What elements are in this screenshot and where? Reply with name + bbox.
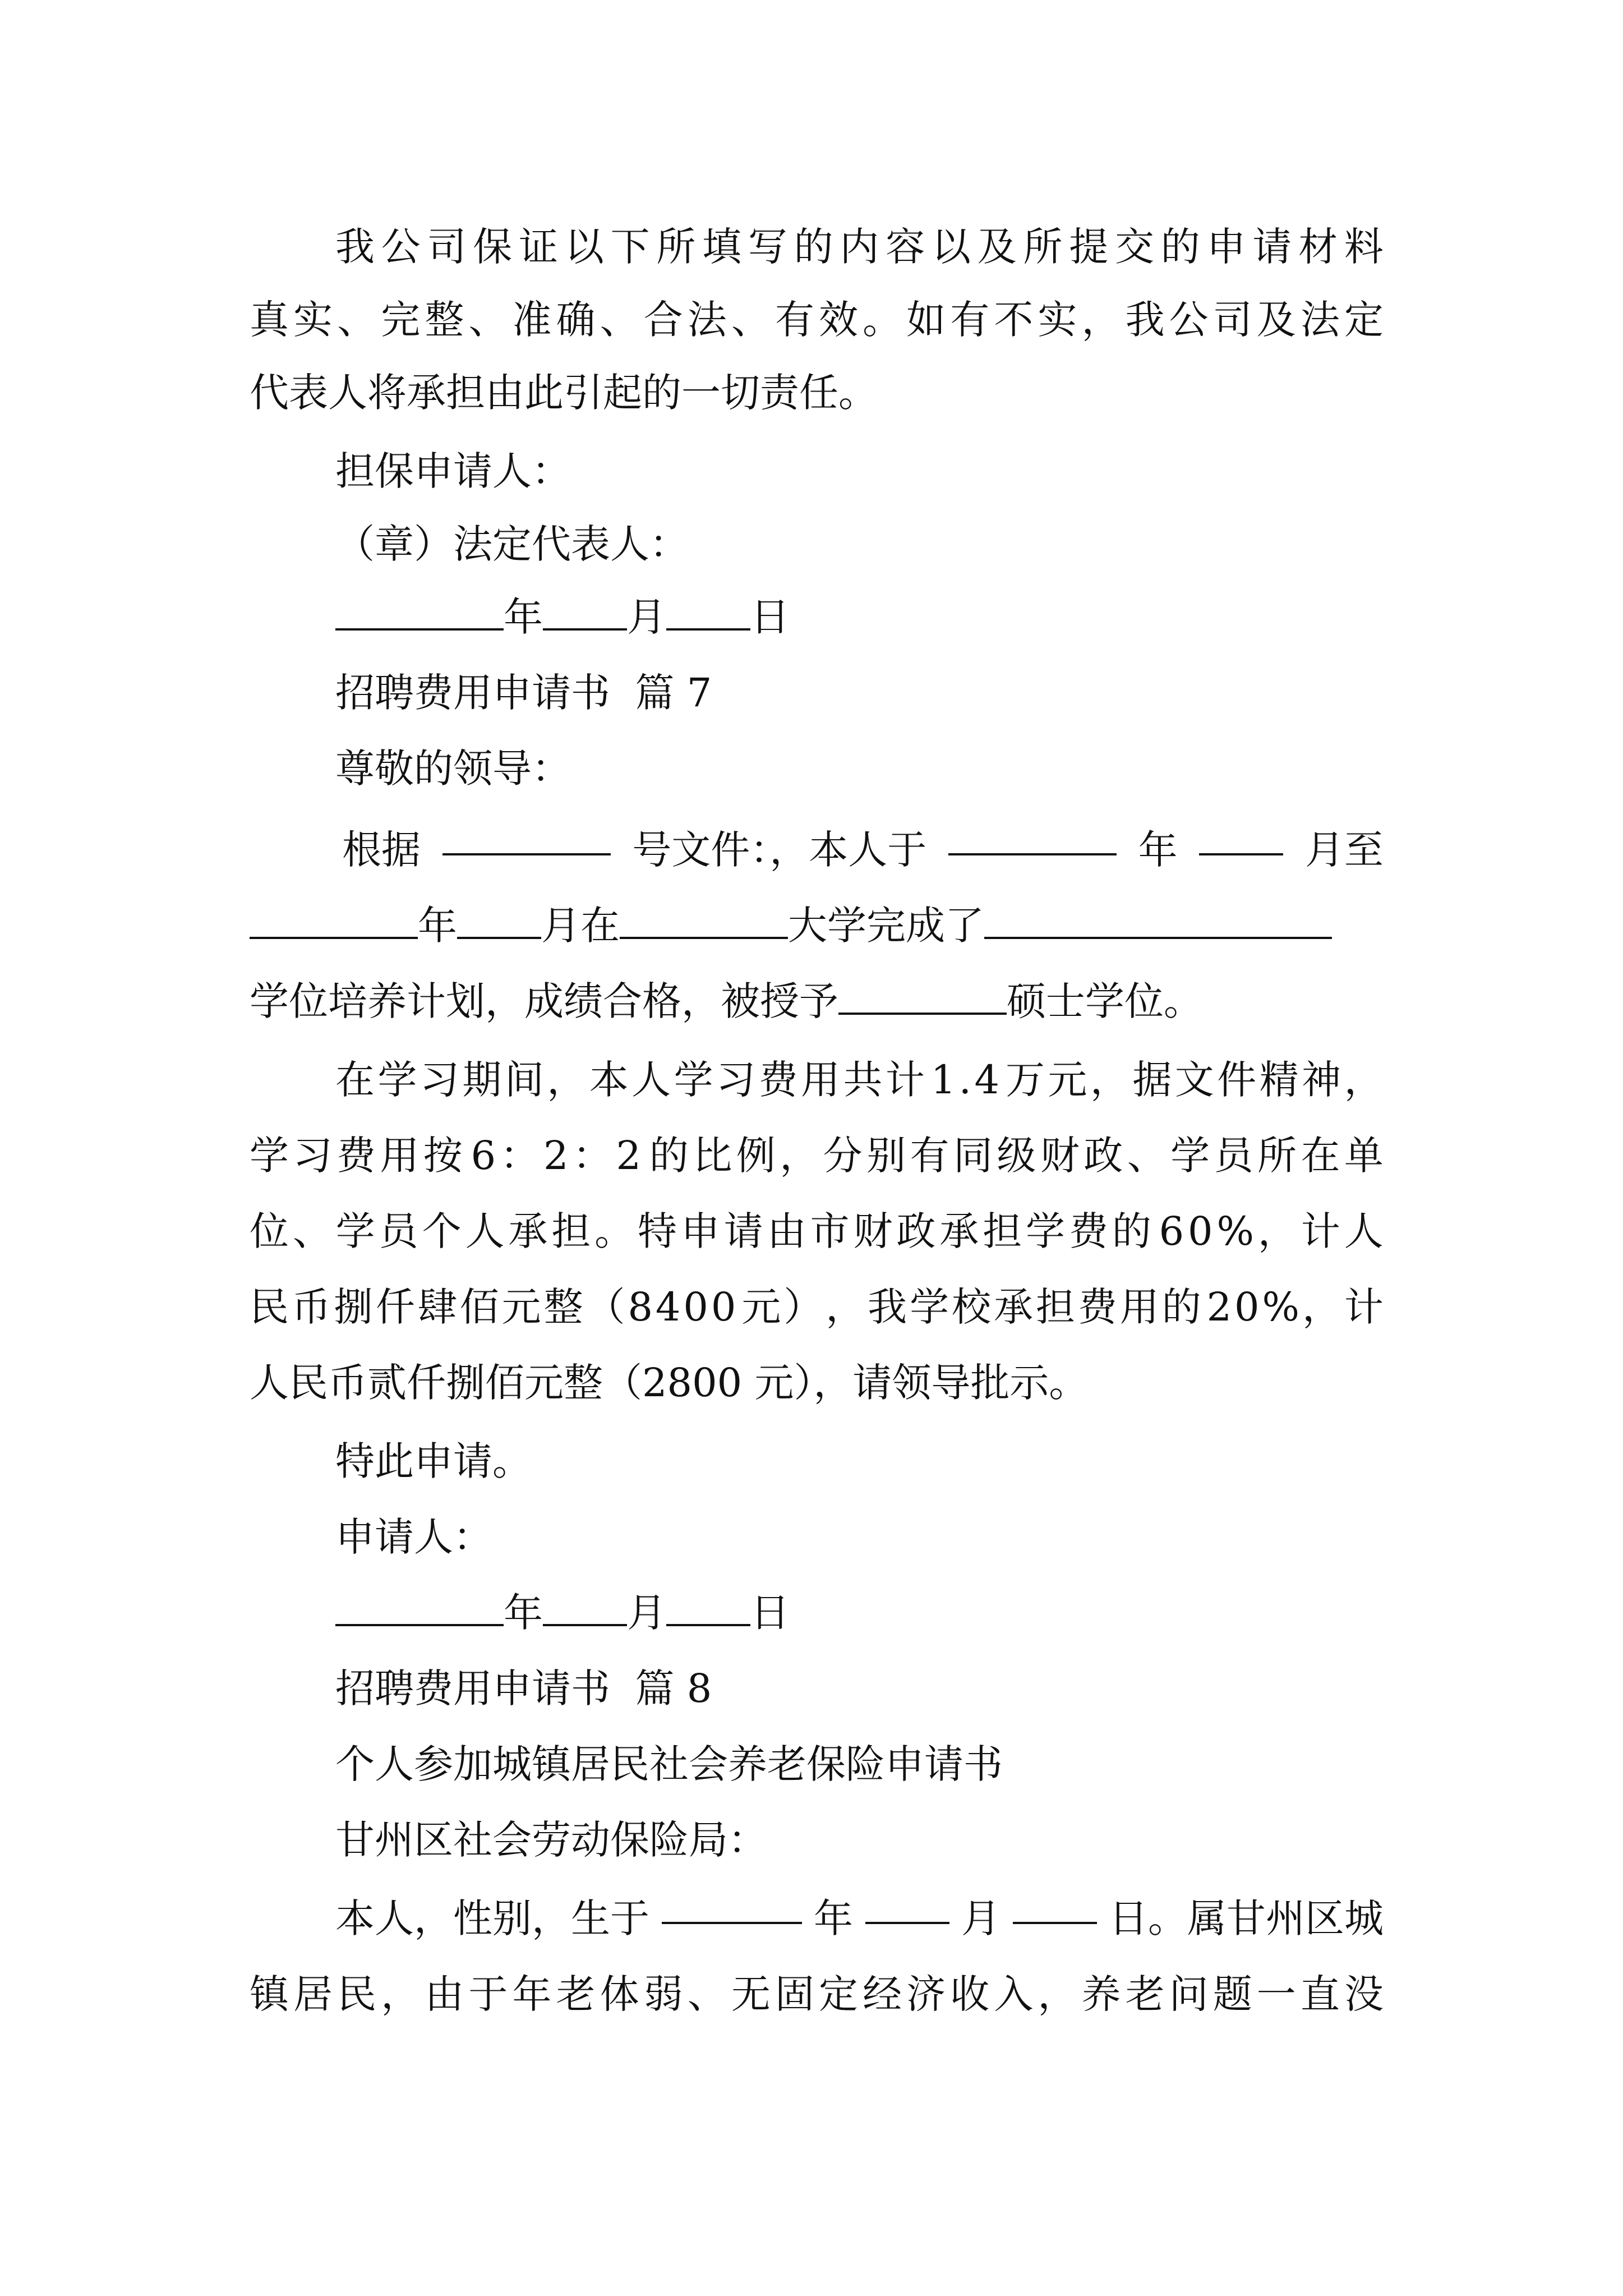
glyph: 由 [425,1971,464,2017]
glyph: ： [500,1133,540,1179]
glyph: 承 [993,1284,1033,1330]
glyph: 填 [702,224,742,270]
blank-field [335,1587,504,1626]
glyph: 在 [335,1057,375,1103]
glyph: 公 [1169,297,1209,343]
glyph: 承 [508,1208,548,1254]
paragraph-line [335,1046,1384,1114]
glyph: 合 [643,297,683,343]
glyph: 担 [551,1208,591,1254]
text: 日。属甘州区城 [1109,1895,1384,1941]
paragraph-line [335,1885,1384,1952]
glyph: 有 [950,297,990,343]
text: 年 [1138,827,1178,873]
glyph: 财 [1040,1133,1080,1179]
section-title: 招聘费用申请书 篇 8 [335,1665,712,1711]
text: 大学完成了 [788,903,984,949]
glyph: 实 [293,297,333,343]
glyph: 料 [1344,224,1384,270]
glyph: 请 [1252,224,1292,270]
glyph: 人 [1344,1208,1384,1254]
glyph: （ [585,1284,625,1330]
glyph: 市 [810,1208,850,1254]
glyph: 材 [1298,224,1338,270]
glyph: 所 [1257,1133,1297,1179]
recipient: 甘州区社会劳动保险局： [335,1817,767,1863]
seal-legal-rep-label: （章）法定代表人： [335,521,689,567]
glyph: 精 [1259,1057,1299,1103]
paragraph-line [250,1122,1384,1189]
glyph: 请 [723,1208,763,1254]
blank-field [543,1587,627,1626]
glyph: 写 [748,224,787,270]
glyph: 捌 [333,1284,373,1330]
glyph: 同 [953,1133,993,1179]
glyph: 财 [853,1208,893,1254]
glyph: 2 [543,1133,569,1179]
glyph: 学 [1026,1208,1066,1254]
glyph: 、 [600,297,639,343]
glyph: 保 [473,224,513,270]
glyph: 元 [501,1284,541,1330]
text: 月在 [541,903,620,949]
glyph: 民 [250,1284,289,1330]
glyph: 完 [381,297,421,343]
glyph: 所 [1023,224,1063,270]
glyph: ， [1090,1057,1129,1103]
glyph: 以 [564,224,604,270]
text: 年 [418,903,457,949]
glyph: 。 [863,297,902,343]
glyph: 整 [425,297,464,343]
glyph: 的 [649,1133,689,1179]
blank-field [442,816,611,855]
glyph: 申 [1206,224,1246,270]
glyph: 确 [556,297,596,343]
blank-field [666,1587,750,1626]
glyph: 济 [906,1971,946,2017]
closing-text: 特此申请。 [335,1438,532,1484]
glyph: ： [573,1133,612,1179]
glyph: 效 [819,297,859,343]
glyph: ， [547,1057,587,1103]
glyph: 的 [1161,1284,1201,1330]
glyph: 0 [1188,1208,1213,1254]
glyph: 以 [931,224,971,270]
glyph: 0 [683,1284,708,1330]
glyph: 收 [950,1971,990,2017]
glyph: 没 [1344,1971,1384,2017]
paragraph-line [250,968,1203,1035]
glyph: 肆 [417,1284,457,1330]
glyph: 、 [337,297,377,343]
glyph: 入 [994,1971,1034,2017]
glyph: 按 [423,1133,463,1179]
glyph: 计 [885,1057,925,1103]
guarantee-applicant-label: 担保申请人： [335,448,571,494]
glyph: 1 [930,1057,956,1103]
glyph: 有 [910,1133,949,1179]
glyph: 。 [594,1208,634,1254]
blank-field [1013,1885,1097,1924]
blank-field [838,976,1007,1015]
glyph: 担 [983,1208,1022,1254]
glyph: 6 [471,1133,496,1179]
glyph: 政 [896,1208,936,1254]
glyph: 法 [687,297,727,343]
glyph: 内 [840,224,879,270]
blank-field [543,591,627,631]
glyph: 养 [1081,1971,1121,2017]
blank-field [948,816,1117,855]
blank-field [457,900,541,939]
glyph: 分 [823,1133,863,1179]
glyph: 在 [1301,1133,1340,1179]
glyph: 文 [1174,1057,1214,1103]
glyph: % [1262,1284,1300,1330]
glyph: 不 [994,297,1034,343]
paragraph-line [250,1961,1384,2028]
blank-field [250,900,418,939]
glyph: 费 [1068,1208,1108,1254]
glyph: 费 [336,1133,376,1179]
date-line [335,583,790,651]
salutation: 尊敬的领导： [335,746,571,792]
year-label: 年 [504,594,543,640]
glyph: . [958,1057,972,1103]
glyph: 2 [1206,1284,1232,1330]
glyph: 佰 [459,1284,499,1330]
glyph: 提 [1069,224,1109,270]
glyph: 老 [556,1971,596,2017]
glyph: 人 [465,1208,505,1254]
glyph: 司 [1212,297,1252,343]
glyph: 用 [1119,1284,1159,1330]
blank-field [335,591,504,631]
glyph: 定 [1344,297,1384,343]
paragraph-line: 人民币贰仟捌佰元整（2800 元），请领导批示。 [250,1360,1089,1406]
glyph: 计 [1301,1208,1340,1254]
glyph: 8 [628,1284,653,1330]
glyph: 直 [1300,1971,1340,2017]
glyph: 期 [462,1057,502,1103]
year-label: 年 [504,1590,543,1636]
glyph: 及 [1256,297,1296,343]
paragraph-line [250,892,1332,959]
glyph: 于 [468,1971,508,2017]
glyph: ， [826,1284,865,1330]
glyph: 的 [1112,1208,1151,1254]
glyph: 居 [293,1971,333,2017]
glyph: 如 [906,297,946,343]
glyph: 司 [427,224,467,270]
glyph: 我 [1125,297,1165,343]
glyph: 例 [736,1133,776,1179]
paragraph-line [250,1198,1384,1265]
glyph: 仟 [375,1284,415,1330]
glyph: ， [1257,1208,1297,1254]
glyph: 用 [800,1057,840,1103]
glyph: 学 [1170,1133,1210,1179]
glyph: 民 [337,1971,377,2017]
glyph: 人 [631,1057,671,1103]
day-label: 日 [750,1590,790,1636]
blank-field [1199,816,1283,855]
glyph: 政 [1083,1133,1123,1179]
glyph: 6 [1159,1208,1184,1254]
glyph: 学 [910,1284,949,1330]
glyph: 公 [381,224,421,270]
text: 本人，性别，生于 [335,1895,649,1941]
glyph: 承 [939,1208,979,1254]
glyph: 万 [1005,1057,1045,1103]
glyph: 计 [1344,1284,1384,1330]
glyph: 、 [468,297,508,343]
glyph: 学 [377,1057,417,1103]
text: 月 [961,1895,1000,1941]
paragraph-line [250,1273,1384,1341]
glyph: 习 [716,1057,756,1103]
glyph: 一 [1256,1971,1296,2017]
glyph: 法 [1300,297,1340,343]
date-line [335,1579,790,1646]
glyph: 有 [774,297,814,343]
glyph: ， [1038,1971,1077,2017]
glyph: ， [381,1971,421,2017]
glyph: 、 [731,297,771,343]
glyph: 申 [680,1208,720,1254]
glyph: 比 [693,1133,732,1179]
blank-field [662,1885,802,1924]
glyph: 的 [794,224,833,270]
glyph: 学 [335,1208,375,1254]
glyph: 下 [610,224,650,270]
glyph: 0 [1234,1284,1260,1330]
glyph: % [1216,1208,1254,1254]
paragraph-line [335,213,1384,280]
glyph: ， [780,1133,819,1179]
text: 根据 [342,827,421,873]
glyph: 所 [656,224,696,270]
paragraph-line: 代表人将承担由此引起的一切责任。 [250,370,878,416]
glyph: 、 [687,1971,727,2017]
glyph: 定 [819,1971,859,2017]
glyph: 弱 [643,1971,683,2017]
glyph: 共 [843,1057,883,1103]
glyph: 学 [674,1057,713,1103]
glyph: 由 [767,1208,806,1254]
glyph: 交 [1115,224,1155,270]
glyph: 经 [863,1971,902,2017]
glyph: 问 [1169,1971,1209,2017]
glyph: 币 [291,1284,331,1330]
glyph: 习 [419,1057,459,1103]
paragraph-line [342,816,1384,884]
text: 月至 [1304,827,1384,873]
glyph: 老 [1125,1971,1165,2017]
glyph: 4 [655,1284,681,1330]
section-title: 招聘费用申请书 篇 7 [335,670,712,716]
applicant-label: 申请人： [335,1514,492,1560]
glyph: 本 [589,1057,629,1103]
glyph: 固 [774,1971,814,2017]
glyph: ， [1344,1057,1384,1103]
blank-field [984,900,1332,939]
blank-field [865,1885,949,1924]
blank-field [666,591,750,631]
glyph: ， [1302,1284,1341,1330]
day-label: 日 [750,594,790,640]
glyph: 元 [1048,1057,1087,1103]
glyph: 、 [1127,1133,1166,1179]
glyph: 年 [512,1971,552,2017]
glyph: ） [783,1284,823,1330]
glyph: 0 [711,1284,736,1330]
glyph: 我 [335,224,375,270]
glyph: 用 [380,1133,419,1179]
glyph: 费 [1077,1284,1117,1330]
glyph: 神 [1302,1057,1341,1103]
glyph: 单 [1344,1133,1384,1179]
glyph: 间 [504,1057,544,1103]
glyph: 员 [1214,1133,1253,1179]
glyph: 实 [1038,297,1077,343]
glyph: 级 [997,1133,1036,1179]
glyph: 4 [974,1057,1000,1103]
glyph: 镇 [250,1971,289,2017]
glyph: 我 [868,1284,907,1330]
paragraph-line [250,286,1384,353]
glyph: 费 [758,1057,798,1103]
glyph: 真 [250,297,289,343]
glyph: 无 [731,1971,771,2017]
glyph: 容 [886,224,925,270]
glyph: 员 [379,1208,418,1254]
text: 硕士学位。 [1007,978,1203,1024]
glyph: 别 [866,1133,906,1179]
glyph: 、 [292,1208,332,1254]
glyph: 学 [250,1133,289,1179]
glyph: 校 [952,1284,991,1330]
glyph: ， [1081,297,1121,343]
glyph: 及 [977,224,1017,270]
glyph: 2 [616,1133,642,1179]
text: 号文件：，本人于 [632,827,927,873]
glyph: 特 [638,1208,677,1254]
glyph: 准 [512,297,552,343]
glyph: 习 [293,1133,333,1179]
glyph: 据 [1132,1057,1172,1103]
glyph: 体 [600,1971,639,2017]
text: 年 [814,1895,853,1941]
glyph: 担 [1035,1284,1075,1330]
glyph: 个 [422,1208,462,1254]
glyph: 元 [741,1284,781,1330]
document-title: 个人参加城镇居民社会养老保险申请书 [335,1741,1003,1787]
text: 学位培养计划，成绩合格，被授予 [250,978,838,1024]
glyph: 位 [250,1208,289,1254]
glyph: 件 [1217,1057,1257,1103]
glyph: 题 [1212,1971,1252,2017]
glyph: 证 [519,224,559,270]
month-label: 月 [627,594,666,640]
glyph: 整 [543,1284,583,1330]
month-label: 月 [627,1590,666,1636]
glyph: 的 [1160,224,1200,270]
blank-field [620,900,788,939]
